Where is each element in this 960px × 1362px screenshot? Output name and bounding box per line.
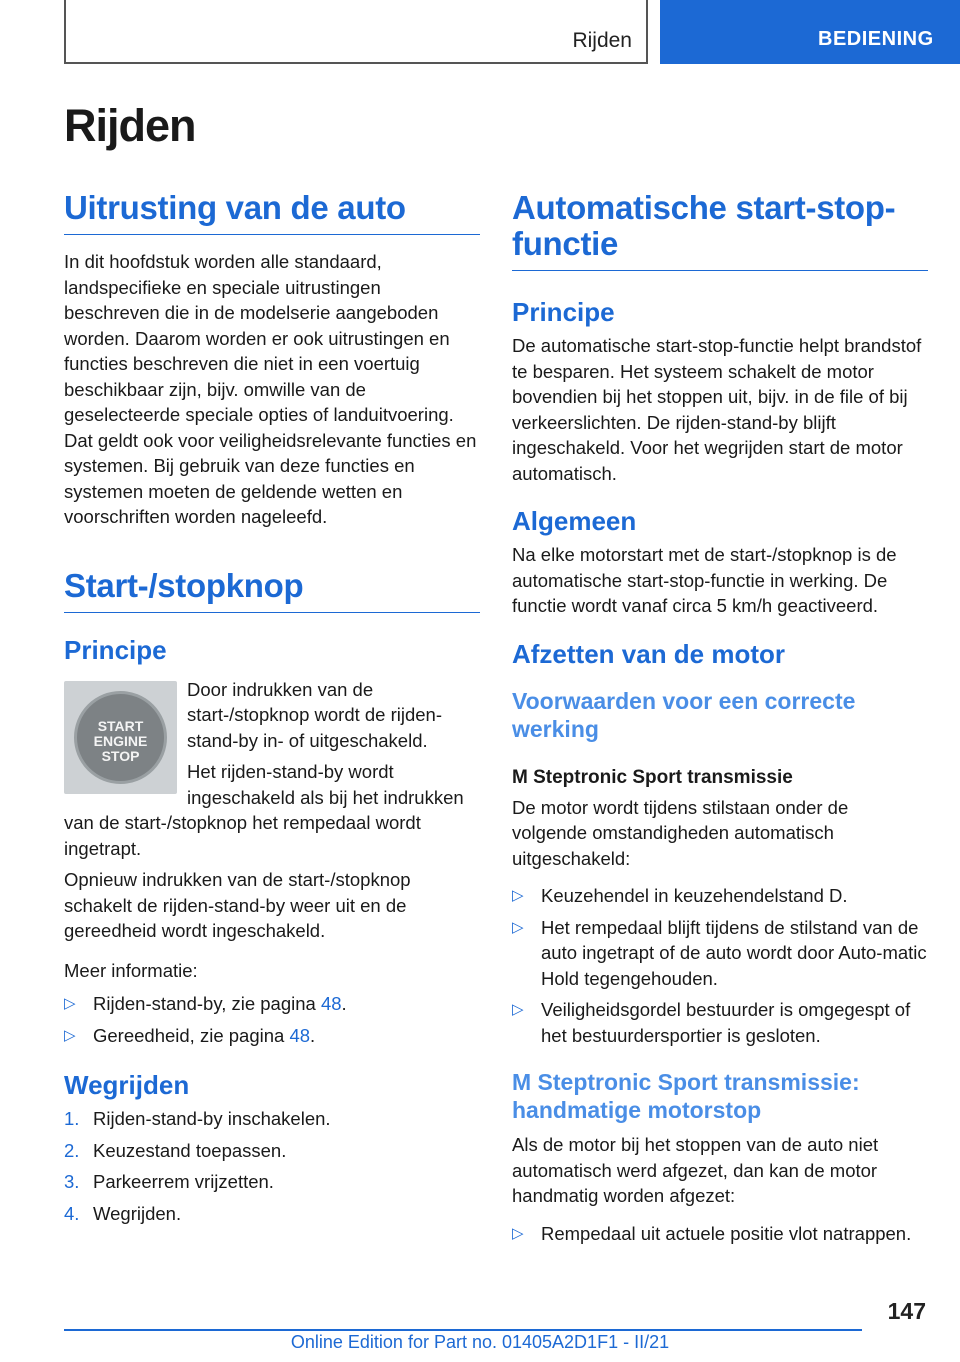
step-text: Wegrijden.	[93, 1202, 182, 1224]
subsubsection-title-handmatig: M Steptronic Sport transmissie: handmatige motorstop	[512, 1069, 860, 1123]
meer-informatie-label: Meer informatie:	[64, 959, 198, 981]
step-number: 4.	[64, 1202, 80, 1224]
conditions-list	[512, 883, 928, 1048]
header-chapter-tab	[660, 0, 960, 64]
triangle-bullet-icon: ▷	[512, 887, 524, 904]
meer-informatie-list	[64, 991, 480, 1048]
step-text: Parkeerrem vrijzetten.	[93, 1171, 274, 1192]
list-item	[512, 1221, 928, 1247]
section-title-startstopknop: Start-/stopknop	[64, 568, 480, 613]
subsection-title-wegrijden: Wegrijden	[64, 1070, 190, 1100]
subsection-title-principe-auto: Principe	[512, 297, 615, 327]
step-item	[64, 1201, 480, 1227]
step-item	[64, 1138, 480, 1164]
page-number: 147	[887, 1298, 926, 1324]
step-number: 3.	[64, 1171, 80, 1192]
algemeen-text: Na elke motorstart met de start-/stopknop is de automatische start-stop-functie in werking. De functie wordt vanaf circa 5 km/h geactiveerd.	[512, 544, 897, 616]
m-steptronic-text: De motor wordt tijdens stilstaan onder de volgende omstandigheden automatisch uitgeschakeld:	[512, 796, 849, 869]
list-item-text: Het rempedaal blijft tijdens de stilstand van de auto ingetrapt of de auto wordt door Auto-matic Hold tegengehouden.	[541, 916, 927, 989]
page-reference-link[interactable]: 48	[289, 1024, 311, 1046]
principe-auto-text: De automatische start-stop-functie helpt brandstof te besparen. Het systeem schakelt de motor bovendien bij het stoppen uit, bijv. in de file of bij verkeerslichten. De rijden-stand-by blijft ingeschakeld. Voor het wegrijden start de motor automatisch.	[512, 335, 922, 484]
list-item-period: .	[341, 993, 347, 1014]
start-stop-button-ring	[74, 691, 167, 784]
button-label-line: ENGINE	[93, 732, 148, 749]
list-item	[512, 883, 928, 909]
list-item-text: Keuzehendel in keuzehendelstand D.	[541, 885, 848, 906]
section-title-auto-start-stop: Automatische start-stop-functie	[512, 190, 928, 271]
page-reference-link[interactable]: 48	[320, 993, 342, 1014]
triangle-bullet-icon: ▷	[64, 995, 76, 1012]
page-title: Rijden	[64, 100, 196, 151]
uitrusting-text: In dit hoofdstuk worden alle standaard, landspecifieke en speciale uitrustingen beschreven die in de modelserie aangeboden worden. Daarom worden er ook uitrustingen en functies beschreven die niet in een voertuig beschikbaar zijn, bijv. omwille van de geselecteerde speciale opties of landuitvoering. Dat geldt ook voor veiligheidsrelevante functies en systemen. Bij gebruik van deze functies en systemen moeten de geldende wetten en voorschriften worden nageleefd.	[64, 251, 477, 527]
triangle-bullet-icon: ▷	[512, 1001, 524, 1018]
step-item	[64, 1106, 480, 1132]
step-item	[64, 1169, 480, 1195]
wegrijden-steps	[64, 1106, 480, 1226]
principe-knop-paragraph-2: Het rijden-stand-by wordt ingeschakeld als bij het indrukken van de start-/stopknop het rempedaal wordt ingetrapt.	[64, 761, 464, 859]
list-item	[512, 997, 928, 1048]
button-label-line: START	[97, 717, 144, 734]
list-item-period: .	[310, 1024, 316, 1046]
subsection-title-principe-knop: Principe	[64, 634, 167, 665]
step-text: Rijden-stand-by inschakelen.	[93, 1108, 331, 1129]
principe-knop-paragraph-1: Door indrukken van de start-/stopknop wordt de rijden-stand-by in- of uitgeschakeld.	[187, 678, 443, 751]
left-column	[64, 190, 480, 1232]
footer-edition-text: Online Edition for Part no. 01405A2D1F1 - II/21	[290, 1332, 670, 1352]
header-section-label: Rijden	[572, 29, 632, 52]
step-number: 1.	[64, 1108, 80, 1129]
start-stop-button-image	[64, 681, 177, 794]
start-stop-button-label	[77, 719, 164, 764]
list-item	[64, 1023, 480, 1049]
list-item-text: Veiligheidsgordel bestuurder is omgegespt of het bestuurdersportier is gesloten.	[541, 999, 911, 1046]
handmatig-text: Als de motor bij het stoppen van de auto niet automatisch werd afgezet, dan kan de motor handmatig worden afgezet:	[512, 1134, 879, 1206]
heading-m-steptronic: M Steptronic Sport transmissie	[512, 766, 793, 788]
section-title-uitrusting: Uitrusting van de auto	[64, 190, 480, 235]
list-item-text: Rempedaal uit actuele positie vlot natrappen.	[541, 1222, 912, 1244]
triangle-bullet-icon: ▷	[64, 1026, 76, 1044]
list-item	[64, 991, 480, 1017]
header-chapter-label: BEDIENING	[818, 28, 934, 50]
list-item-text: Gereedheid, zie pagina	[93, 1024, 290, 1046]
step-text: Keuzestand toepassen.	[93, 1139, 287, 1161]
header-section-box	[64, 0, 648, 64]
triangle-bullet-icon: ▷	[512, 918, 524, 936]
footer-divider	[64, 1329, 862, 1331]
subsubsection-title-voorwaarden: Voorwaarden voor een correcte werking	[512, 687, 856, 742]
subsection-title-afzetten: Afzetten van de motor	[512, 638, 786, 669]
list-item	[512, 915, 928, 992]
handmatig-list	[512, 1221, 928, 1247]
triangle-bullet-icon: ▷	[512, 1224, 524, 1242]
step-number: 2.	[64, 1139, 80, 1161]
subsection-title-algemeen: Algemeen	[512, 506, 637, 536]
principe-knop-paragraph-3: Opnieuw indrukken van de start-/stopknop schakelt de rijden-stand-by weer uit en de gereedheid wordt ingeschakeld.	[64, 869, 411, 941]
list-item-text: Rijden-stand-by, zie pagina	[93, 993, 321, 1014]
button-label-line: STOP	[101, 747, 140, 764]
right-column	[512, 190, 928, 1252]
